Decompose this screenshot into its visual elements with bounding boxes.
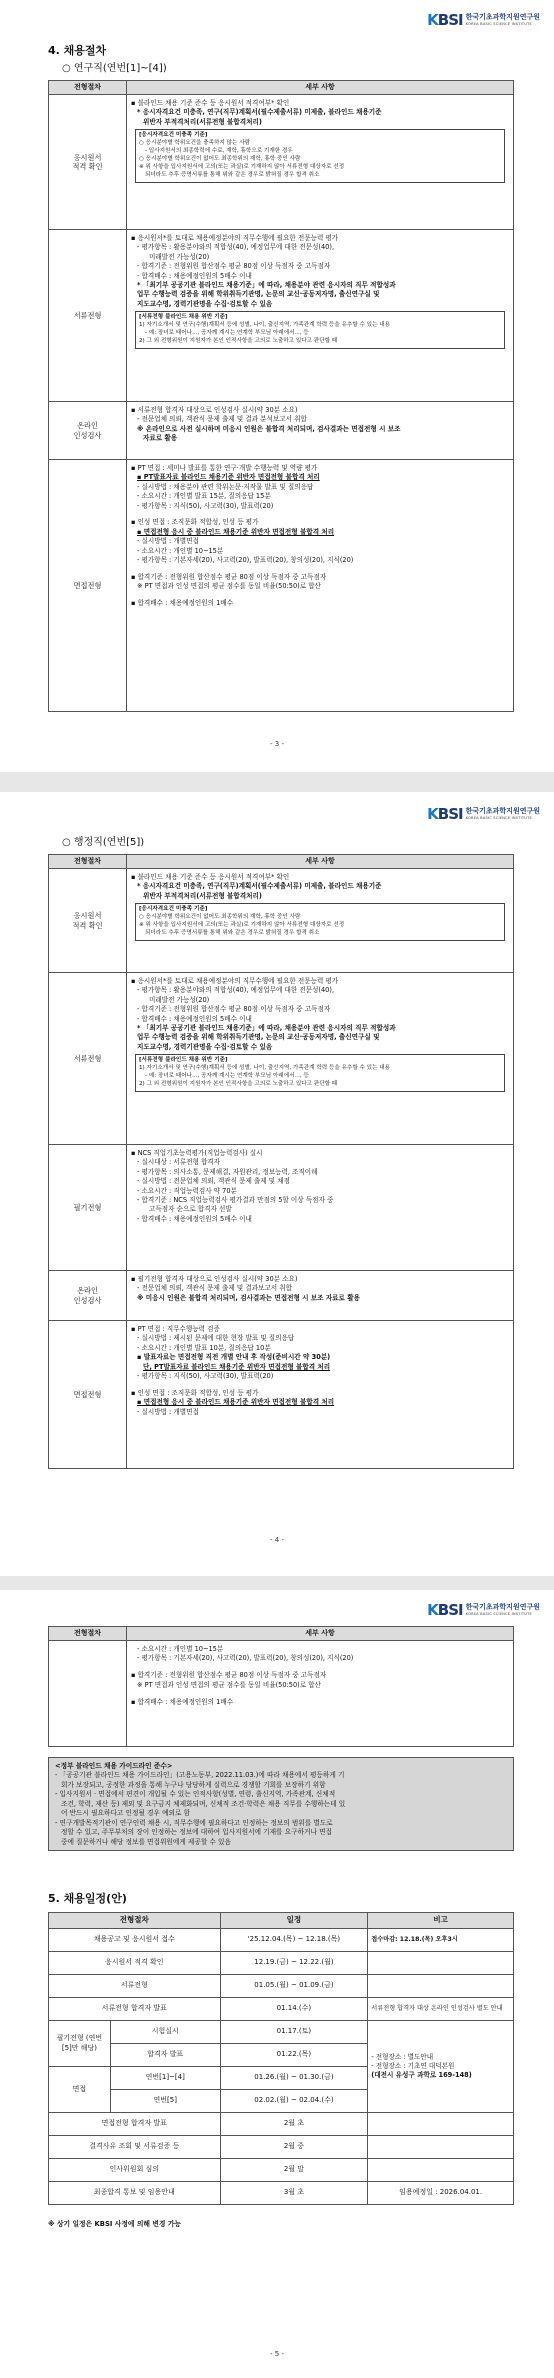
table-row: 인사위원회 심의 2월 말 — [49, 2159, 514, 2182]
stage-cell: 면접전형 — [49, 1321, 127, 1469]
page-number: - 4 - — [270, 1536, 284, 1544]
detail-cell: ▪ PT 면접 : 직무수행능력 검증 - 실시방법 : 제시된 문제에 대한 현장 발표 및 질의응답 - 소요시간 : 개인별 발표 10분, 질의응답 10분 ▪ 발표자료는 면접전형 직전 개별 안내 후 작성(준비시간 약 30분) 단, PT발표자료 블라인드 채용기준 위반자 면접전형 불합격 처리 - 평가항목 : 지식(50), 사고력(30), 발표력(20) ▪ 인성 면접 : 조직문화 적합성, 인성 등 평가 ▪ 면접전형 응시 중 블라인드 채용기준 위반자 면접전형 불합격 처리 - 실시방법 : 개별면접 — [127, 1321, 514, 1469]
criteria-box: [응시자격요건 미충족 기준] ○ 응시분야별 학위요건을 충족하지 않는 사람 - 입사지원서의 최종학력에 수료, 재학, 휴학으로 기재한 경우 ○ 응시분야별 학위요건이 없어도 최종학위의 재학, 휴학 중인 사람 ※ 위 사항을 입사지원서에 고의(또는 과실)로 기재하지 않아 서류전형 대상자로 선정 되더라도 추후 증명서류를 통해 위와 같은 경우로 밝혀질 경우 합격 취소 — [135, 129, 505, 184]
table-row — [49, 1145, 514, 1271]
document-page-3 — [0, 0, 554, 772]
table-row — [49, 230, 514, 402]
table-header — [49, 1913, 514, 1929]
table-header — [49, 855, 514, 869]
stage-cell — [49, 1641, 127, 1747]
procedure-table — [48, 854, 514, 1469]
col-detail-header: 세부 사항 — [127, 1627, 514, 1641]
table-header — [49, 81, 514, 95]
table-header — [49, 1627, 514, 1641]
logo-name-ko: 한국기초과학지원연구원 — [465, 806, 540, 815]
table-row: 최종합격 통보 및 임용안내 3월 초 임용예정일 : 2026.04.01. — [49, 2182, 514, 2205]
col-stage-header: 전형절차 — [49, 81, 127, 95]
page-number: - 5 - — [270, 2350, 284, 2358]
table-row: 서류전형 01.05.(월) ~ 01.09.(금) — [49, 1975, 514, 1998]
procedure-table — [48, 80, 514, 712]
detail-cell: ▪ 서류전형 합격자 대상으로 인성검사 실시(약 30분 소요) - 전문업체 의뢰, 객관식 문제 출제 및 결과 분석보고서 취합 ※ 온라인으로 사전 실시하며 미응시 인원은 불합격 처리되며, 검사결과는 면접전형 시 보조 자료로 활용 — [127, 402, 514, 460]
kbsi-logo — [427, 804, 540, 824]
table-row: 응시원서 적격 확인 12.19.(금) ~ 12.22.(월) — [49, 1952, 514, 1975]
criteria-box: [응시자격요건 미충족 기준] ○ 응시분야별 학위요건이 없어도 최종학위의 재학, 휴학 중인 사람 ※ 위 사항을 입사지원서에 고의(또는 과실)로 기재하지 않아 서류전형 대상자로 선정 되더라도 추후 증명서류를 통해 위와 같은 경우로 밝혀질 경우 합격 취소 — [135, 903, 505, 942]
section-title: 4. 채용절차 — [48, 44, 107, 57]
table-row: 면접 연번[1]~[4] 01.26.(월) ~ 01.30.(금) — [49, 2067, 514, 2090]
logo-mark-k: K — [427, 1601, 438, 1619]
table-row — [49, 1641, 514, 1747]
table-row — [49, 869, 514, 973]
table-row — [49, 1321, 514, 1469]
table-row — [49, 402, 514, 460]
detail-cell: ▪ 블라인드 채용 기준 준수 등 응시원서 적격여부* 확인 * 응시자격요건 미충족, 연구(직무)계획서(필수제출서류) 미제출, 블라인드 채용기준 위반자 부적격처리(서류전형 불합격처리) [응시자격요건 미충족 기준] ○ 응시분야별 학위요건이 없어도 최종학위의 재학, 휴학 중인 사람 ※ 위 사항을 입사지원서에 고의(또는 과실)로 기재하지 않아 서류전형 대상자로 선정 되더라도 추후 증명서류를 통해 위와 같은 경우로 밝혀질 경우 합격 취소 — [127, 869, 514, 973]
sched-stage-header: 전형절차 — [49, 1913, 221, 1929]
stage-cell: 필기전형 — [49, 1145, 127, 1271]
table-row: 합격자 발표 01.22.(목) — [49, 2044, 514, 2067]
sched-date-header: 일정 — [220, 1913, 368, 1929]
stage-cell: 온라인 인성검사 — [49, 1271, 127, 1321]
logo-name-en: KOREA BASIC SCIENCE INSTITUTE — [465, 22, 532, 27]
document-page-5 — [0, 1590, 554, 2378]
logo-mark-k: K — [427, 11, 438, 29]
detail-cell: - 소요시간 : 개인별 10~15분 - 평가항목 : 기본자세(20), 사고력(20), 발표력(20), 창의성(20), 지식(20) ▪ 합격기준 : 전형위원 합산점수 평균 80점 이상 득점자 중 고득점자 ※ PT 면접과 인성 면접의 평균 점수를 동일 비율(50:50)로 합산 ▪ 합격배수 : 채용예정인원의 1배수 — [127, 1641, 514, 1747]
logo-name-ko: 한국기초과학지원연구원 — [465, 1602, 540, 1611]
logo-mark-bsi: BSI — [437, 805, 463, 823]
col-stage-header: 전형절차 — [49, 855, 127, 869]
stage-cell: 서류전형 — [49, 973, 127, 1145]
procedure-table-continued — [48, 1626, 514, 1747]
sub-title: ○ 연구직(연번[1]~[4]) — [62, 63, 167, 74]
kbsi-logo — [427, 10, 540, 30]
detail-cell: ▪ 필기전형 합격자 대상으로 인성검사 실시(약 30분 소요) - 전문업체 의뢰, 객관식 문제 출제 및 결과보고서 취합 ※ 미응시 인원은 불합격 처리되며, 검사결과는 면접전형 시 보조 자료로 활용 — [127, 1271, 514, 1321]
col-detail-header: 세부 사항 — [127, 81, 514, 95]
detail-cell: ▪ 블라인드 채용 기준 준수 등 응시원서 적격여부* 확인 * 응시자격요건 미충족, 연구(직무)계획서(필수제출서류) 미제출, 블라인드 채용기준 위반자 부적격처리(서류전형 불합격처리) [응시자격요건 미충족 기준] ○ 응시분야별 학위요건을 충족하지 않는 사람 - 입사지원서의 최종학력에 수료, 재학, 휴학으로 기재한 경우 ○ 응시분야별 학위요건이 없어도 최종학위의 재학, 휴학 중인 사람 ※ 위 사항을 입사지원서에 고의(또는 과실)로 기재하지 않아 서류전형 대상자로 선정 되더라도 추후 증명서류를 통해 위와 같은 경우로 밝혀질 경우 합격 취소 — [127, 95, 514, 230]
schedule-title: 5. 채용일정(안) — [48, 1892, 127, 1905]
kbsi-logo — [427, 1600, 540, 1620]
logo-name-en: KOREA BASIC SCIENCE INSTITUTE — [465, 816, 532, 821]
violation-box: [서류전형 블라인드 채용 위반 기준] 1) 자기소개서 및 연구(수행)계획서 등에 성별, 나이, 출신지역, 가족관계 학력 등을 유추할 수 있는 내용 - 예: 장녀로 태어나..., 공자께 계시는 연계학 부모님 아래에서..., 등 2) 그 외 전형위원이 지원자가 본인 인적사항을 고의로 노출하고 있다고 판단할 때 — [135, 311, 505, 350]
schedule-table — [48, 1912, 514, 2205]
logo-name-ko: 한국기초과학지원연구원 — [465, 12, 540, 21]
detail-cell: ▪ NCS 직업기초능력평가(직업능력검사) 실시 - 실시대상 : 서류전형 합격자 - 평가항목 : 의사소통, 문제해결, 자원관리, 정보능력, 조직이해 - 실시방법 : 전문업체 의뢰, 객관식 문제 출제 및 채점 - 소요시간 : 직업능력검사 약 70분 - 합격기준 : NCS 직업능력검사 평가결과 만점의 5할 이상 득점자 중 고득점자 순으로 합격자 선발 - 합격배수 : 채용예정인원의 5배수 이내 — [127, 1145, 514, 1271]
schedule-footnote: ※ 상기 일정은 KBSI 사정에 의해 변경 가능 — [48, 2220, 181, 2228]
table-row: 필기전형 (연번[5]만 해당) 시험실시 01.17.(토) - 전형장소 : 별도안내 - 전형장소 : 기초연 대덕본원 (대전시 유성구 과학로 169-148) — [49, 2021, 514, 2044]
violation-box: [서류전형 블라인드 채용 위반 기준] 1) 자기소개서 및 연구(수행)계획서 등에 성별, 나이, 출신지역, 가족관계 학력 등을 유추할 수 있는 내용 - 예: 장녀로 태어나..., 공자께 계시는 연계학 부모님 아래에서..., 등 2) 그 외 전형위원이 지원자가 본인 인적사항을 고의로 노출하고 있다고 판단할 때 — [135, 1054, 505, 1093]
sched-note-header: 비고 — [368, 1913, 514, 1929]
table-row — [49, 973, 514, 1145]
col-stage-header: 전형절차 — [49, 1627, 127, 1641]
table-row: 결격사유 조회 및 서류검증 등 2월 중 — [49, 2136, 514, 2159]
blind-hiring-guide-box: <정부 블라인드 채용 가이드라인 준수> - 「공공기관 블라인드 채용 가이드라인」(고용노동부, 2022.11.03.)에 따라 채용에서 평등하게 기 회가 보장되고, 공정한 과정을 통해 누구나 당당하게 실력으로 경쟁할 기회를 보장하기 위함 - 입사지원서 · 면접에서 편견이 개입될 수 있는 인적사항(성별, 연령, 출신지역, 가족관계, 신체적 조건, 학력, 재산 등) 제외 및 요구금지 체제화되며, 신체적 조건·학력은 채용 직무를 수행하는데 있 어 반드시 필요하다고 인정될 경우 예외로 함 - 연구개발목적기관이 연구인력 채용 시, 직무수행에 필요하다고 인정하는 정보의 범위를 별도로 정할 수 있고, 주무부처의 장이 인정하는 정보에 대하여 입사지원서에 기재를 요구하거나 면접 중에 질문하거나 해당 정보를 면접위원에게 제공할 수 있음 — [48, 1757, 514, 1851]
stage-cell: 온라인 인성검사 — [49, 402, 127, 460]
detail-cell: ▪ PT 면접 : 세미나 발표를 통한 연구·개발 수행능력 및 역량 평가 ▪ PT발표자료 블라인드 채용기준 위반자 면접전형 불합격 처리 - 실시방법 : 채용분야 관련 학위논문·저작물 발표 및 질의응답 - 소요시간 : 개인별 발표 15분, 질의응답 15분 - 평가항목 : 지식(50), 사고력(30), 발표력(20) ▪ 인성 면접 : 조직문화 적합성, 인성 등 평가 ▪ 면접전형 응시 중 블라인드 채용기준 위반자 면접전형 불합격 처리 - 실시방법 : 개별면접 - 소요시간 : 개인별 10~15분 - 평가항목 : 기본자세(20), 사고력(20), 발표력(20), 창의성(20), 지식(20) ▪ 합격기준 : 전형위원 합산점수 평균 80점 이상 득점자 중 고득점자 ※ PT 면접과 인성 면접의 평균 점수를 동일 비율(50:50)로 합산 ▪ 합격배수 : 채용예정인원의 1배수 — [127, 460, 514, 712]
logo-mark-bsi: BSI — [437, 1601, 463, 1619]
table-row — [49, 1271, 514, 1321]
logo-name-en: KOREA BASIC SCIENCE INSTITUTE — [465, 1612, 532, 1617]
page-number: - 3 - — [270, 740, 284, 748]
col-detail-header: 세부 사항 — [127, 855, 514, 869]
table-row: 면접전형 합격자 발표 2월 초 — [49, 2113, 514, 2136]
logo-mark-k: K — [427, 805, 438, 823]
stage-cell: 응시원서 적격 확인 — [49, 95, 127, 230]
stage-cell: 면접전형 — [49, 460, 127, 712]
detail-cell: ▪ 응시원서*를 토대로 채용예정분야의 직무수행에 필요한 전문능력 평가 - 평가항목 : 활용분야와의 적합성(40), 예정업무에 대한 전문성(40), 미래발전 가능성(20) - 합격기준 : 전형위원 합산점수 평균 80점 이상 득점자 중 고득점자 - 합격배수 : 채용예정인원의 5배수 이내 * 「최기부 공공기관 블라인드 채용기준」에 따라, 채용분야 관련 응시자의 직무 적합성과 업무 수행능력 검증을 위해 학위취득기관명, 논문의 교신·공동저자명, 출신연구실 및 지도교수명, 경력기관명을 수집·검토할 수 있음 [서류전형 블라인드 채용 위반 기준] 1) 자기소개서 및 연구(수행)계획서 등에 성별, 나이, 출신지역, 가족관계 학력 등을 유추할 수 있는 내용 - 예: 장녀로 태어나..., 공자께 계시는 연계학 부모님 아래에서..., 등 2) 그 외 전형위원이 지원자가 본인 인적사항을 고의로 노출하고 있다고 판단할 때 — [127, 230, 514, 402]
stage-cell: 응시원서 적격 확인 — [49, 869, 127, 973]
table-row — [49, 95, 514, 230]
table-row: 서류전형 합격자 발표 01.14.(수) 서류전형 합격자 대상 온라인 인성검사 별도 안내 — [49, 1998, 514, 2021]
detail-cell: ▪ 응시원서*를 토대로 채용예정분야의 직무수행에 필요한 전문능력 평가 - 평가항목 : 활용분야와의 적합성(40), 예정업무에 대한 전문성(40), 미래발전 가능성(20) - 합격기준 : 전형위원 합산점수 평균 80점 이상 득점자 중 고득점자 - 합격배수 : 채용예정인원의 5배수 이내 * 「최기부 공공기관 블라인드 채용기준」에 따라, 채용분야 관련 응시자의 직무 적합성과 업무 수행능력 검증을 위해 학위취득기관명, 논문의 교신·공동저자명, 출신연구실 및 지도교수명, 경력기관명을 수집·검토할 수 있음 [서류전형 블라인드 채용 위반 기준] 1) 자기소개서 및 연구(수행)계획서 등에 성별, 나이, 출신지역, 가족관계 학력 등을 유추할 수 있는 내용 - 예: 장녀로 태어나..., 공자께 계시는 연계학 부모님 아래에서..., 등 2) 그 외 전형위원이 지원자가 본인 인적사항을 고의로 노출하고 있다고 판단할 때 — [127, 973, 514, 1145]
stage-cell: 서류전형 — [49, 230, 127, 402]
guide-title: <정부 블라인드 채용 가이드라인 준수> — [55, 1761, 173, 1770]
table-row: 채용공고 및 응시원서 접수 '25.12.04.(목) ~ 12.18.(목) 접수마감: 12.18.(목) 오후3시 — [49, 1929, 514, 1952]
table-row: 연번[5] 02.02.(월) ~ 02.04.(수) — [49, 2090, 514, 2113]
sub-title: ○ 행정직(연번[5]) — [62, 837, 145, 848]
logo-mark-bsi: BSI — [437, 11, 463, 29]
document-page-4 — [0, 792, 554, 1576]
table-row — [49, 460, 514, 712]
